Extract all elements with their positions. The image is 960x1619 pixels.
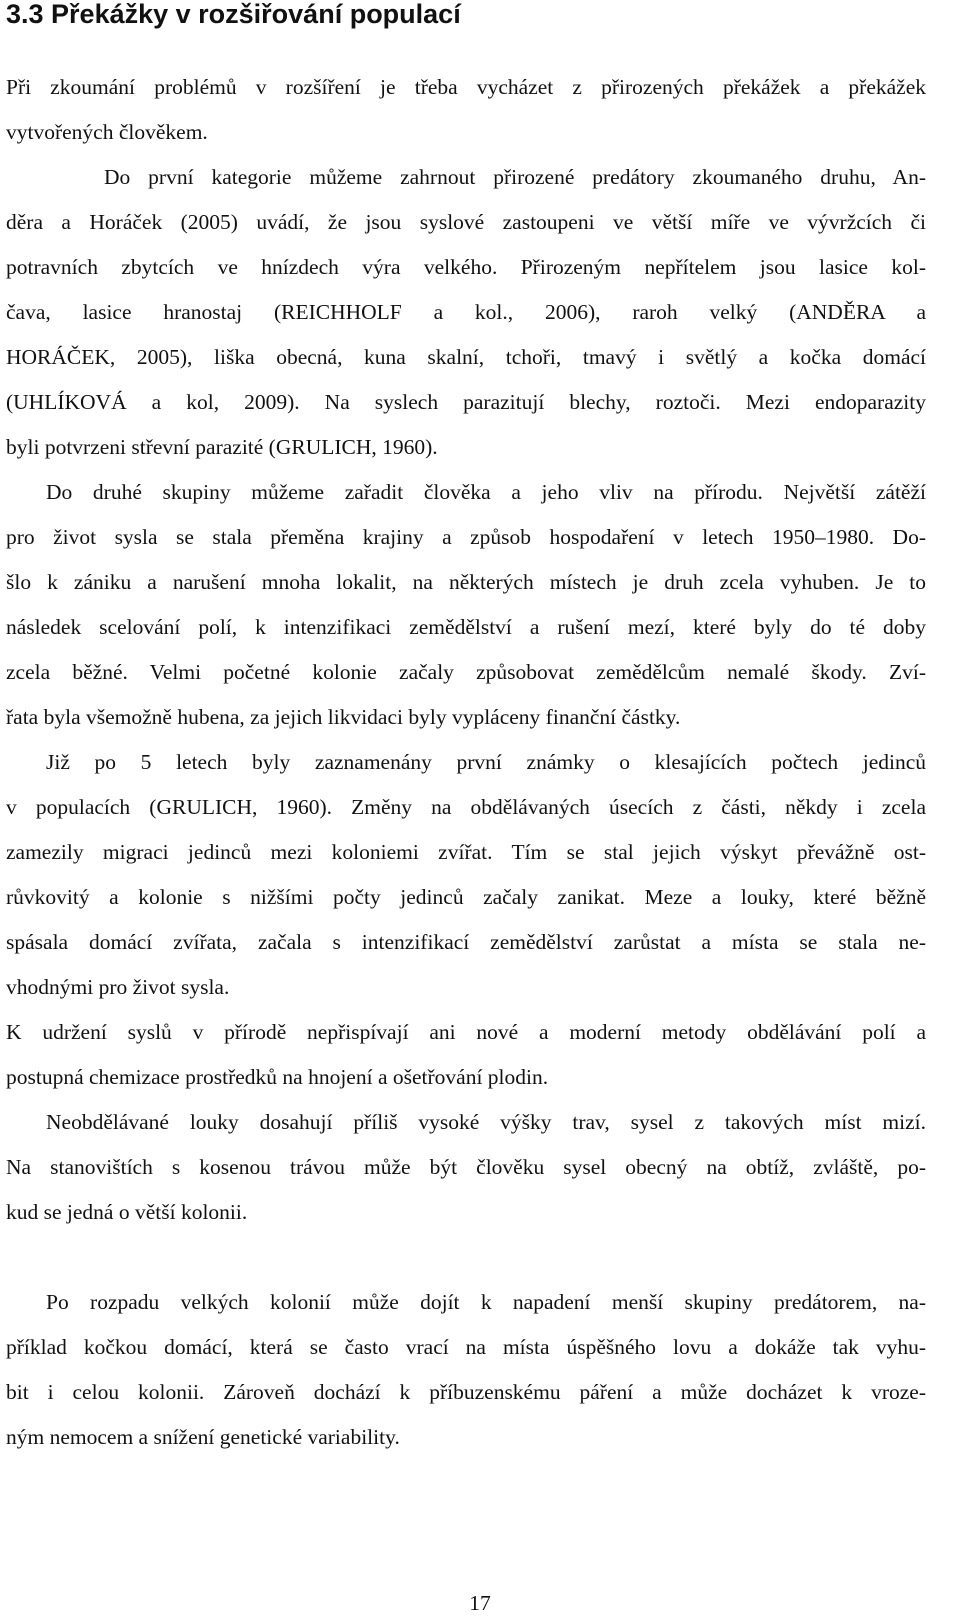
- text-line: následek scelování polí, k intenzifikaci zemědělství a rušení mezí, které byly do té doby: [6, 615, 926, 639]
- text-line: pro život sysla se stala přeměna krajiny a způsob hospodaření v letech 1950–1980. Do-: [6, 525, 926, 549]
- page-number: 17: [469, 1591, 491, 1615]
- text-line: postupná chemizace prostředků na hnojení a ošetřování plodin.: [6, 1065, 549, 1089]
- text-line: zamezily migraci jedinců mezi koloniemi zvířat. Tím se stal jejich výskyt převážně ost-: [6, 840, 926, 864]
- text-line: bit i celou kolonii. Zároveň dochází k příbuzenskému páření a může docházet k vroze-: [6, 1380, 926, 1404]
- text-line: děra a Horáček (2005) uvádí, že jsou syslové zastoupeni ve větší míře ve vývržcích či: [6, 210, 926, 234]
- text-line: růvkovitý a kolonie s nižšími počty jedinců začaly zanikat. Meze a louky, které běžně: [6, 885, 926, 909]
- text-line: šlo k zániku a narušení mnoha lokalit, na některých místech je druh zcela vyhuben. Je to: [6, 570, 926, 594]
- text-line: vhodnými pro život sysla.: [6, 975, 230, 999]
- text-line: vytvořených člověkem.: [6, 120, 208, 144]
- text-line: v populacích (GRULICH, 1960). Změny na obdělávaných úsecích z části, někdy i zcela: [6, 795, 926, 819]
- text-line: Do druhé skupiny můžeme zařadit člověka a jeho vliv na přírodu. Největší zátěží: [46, 480, 926, 504]
- text-line: Neobdělávané louky dosahují příliš vysoké výšky trav, sysel z takových míst mizí.: [46, 1110, 926, 1134]
- text-line: Do první kategorie můžeme zahrnout přirozené predátory zkoumaného druhu, An-: [104, 165, 926, 189]
- text-line: Při zkoumání problémů v rozšíření je třeba vycházet z přirozených překážek a překážek: [6, 75, 926, 99]
- text-line: byli potvrzeni střevní parazité (GRULICH, 1960).: [6, 435, 438, 459]
- section-heading: 3.3 Překážky v rozšiřování populací: [6, 0, 461, 29]
- text-line: příklad kočkou domácí, která se často vrací na místa úspěšného lovu a dokáže tak vyhu-: [6, 1335, 926, 1359]
- text-line: HORÁČEK, 2005), liška obecná, kuna skalní, tchoři, tmavý i světlý a kočka domácí: [6, 345, 926, 369]
- text-line: čava, lasice hranostaj (REICHHOLF a kol., 2006), raroh velký (ANDĚRA a: [6, 300, 926, 324]
- text-line: K udržení syslů v přírodě nepřispívají ani nové a moderní metody obdělávání polí a: [6, 1020, 926, 1044]
- text-line: potravních zbytcích ve hnízdech výra velkého. Přirozeným nepřítelem jsou lasice kol-: [6, 255, 926, 279]
- text-line: kud se jedná o větší kolonii.: [6, 1200, 248, 1224]
- text-line: Již po 5 letech byly zaznamenány první známky o klesajících počtech jedinců: [46, 750, 926, 774]
- text-line: spásala domácí zvířata, začala s intenzifikací zemědělství zarůstat a místa se stala ne-: [6, 930, 926, 954]
- text-line: Na stanovištích s kosenou trávou může být člověku sysel obecný na obtíž, zvláště, po-: [6, 1155, 926, 1179]
- text-line: zcela běžné. Velmi početné kolonie začaly způsobovat zemědělcům nemalé škody. Zví-: [6, 660, 926, 684]
- text-line: řata byla všemožně hubena, za jejich likvidaci byly vypláceny finanční částky.: [6, 705, 681, 729]
- text-line: (UHLÍKOVÁ a kol, 2009). Na syslech parazitují blechy, roztoči. Mezi endoparazity: [6, 390, 926, 414]
- text-line: Po rozpadu velkých kolonií může dojít k napadení menší skupiny predátorem, na-: [46, 1290, 926, 1314]
- text-line: ným nemocem a snížení genetické variability.: [6, 1425, 400, 1449]
